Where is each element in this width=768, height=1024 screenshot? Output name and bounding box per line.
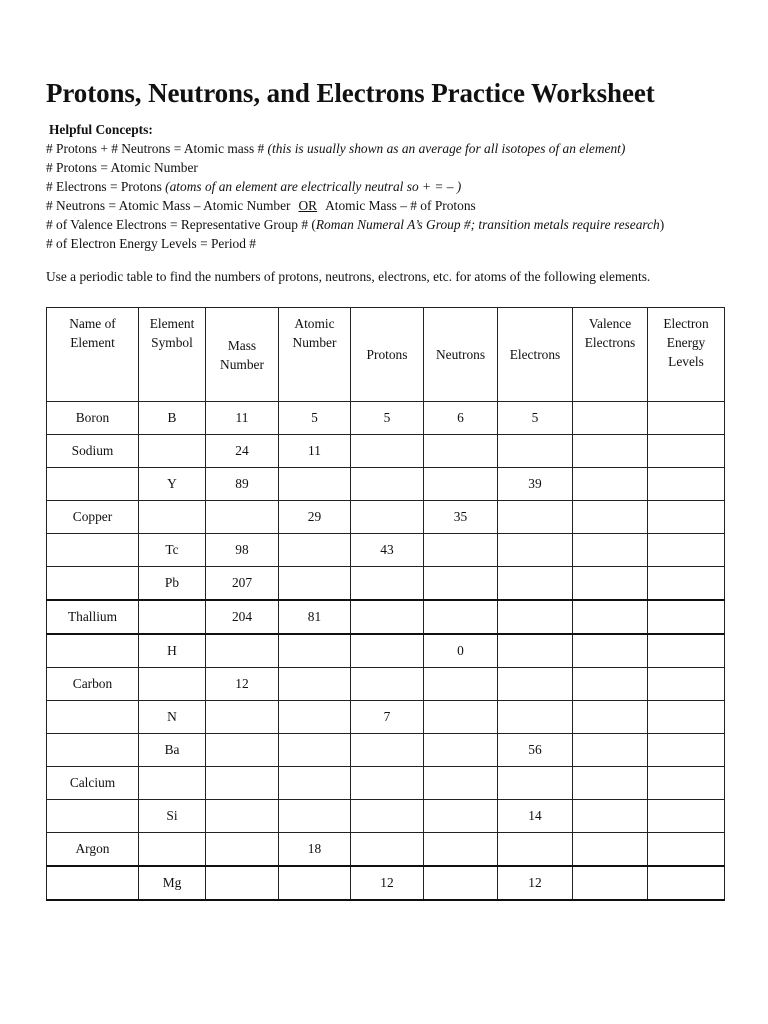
concept-line-1: # Protons + # Neutrons = Atomic mass # (this is usually shown as an average for all isotopes of an element) bbox=[46, 141, 626, 156]
column-header bbox=[424, 308, 498, 402]
column-header-text: Number bbox=[220, 356, 264, 372]
table-cell[interactable]: B bbox=[139, 402, 206, 435]
table-cell[interactable] bbox=[351, 767, 424, 800]
table-cell[interactable]: 204 bbox=[206, 600, 279, 634]
table-cell[interactable]: 56 bbox=[498, 734, 573, 767]
table-cell[interactable] bbox=[279, 800, 351, 833]
table-cell[interactable] bbox=[424, 668, 498, 701]
table-cell[interactable]: 14 bbox=[498, 800, 573, 833]
table-cell[interactable] bbox=[47, 734, 139, 767]
table-cell[interactable] bbox=[498, 600, 573, 634]
table-cell[interactable] bbox=[351, 567, 424, 601]
table-row bbox=[47, 767, 725, 800]
table-cell[interactable] bbox=[139, 600, 206, 634]
table-cell[interactable] bbox=[573, 767, 648, 800]
table-cell[interactable] bbox=[573, 634, 648, 668]
table-cell[interactable] bbox=[648, 701, 725, 734]
table-cell[interactable] bbox=[424, 866, 498, 900]
table-cell[interactable] bbox=[351, 435, 424, 468]
table-row bbox=[47, 833, 725, 867]
table-cell[interactable] bbox=[573, 833, 648, 867]
table-cell[interactable] bbox=[351, 833, 424, 867]
table-cell[interactable] bbox=[573, 600, 648, 634]
table-cell[interactable]: 5 bbox=[279, 402, 351, 435]
table-cell[interactable] bbox=[206, 833, 279, 867]
table-cell[interactable] bbox=[139, 767, 206, 800]
table-cell[interactable] bbox=[47, 534, 139, 567]
table-row bbox=[47, 668, 725, 701]
table-cell[interactable]: 89 bbox=[206, 468, 279, 501]
table-cell[interactable] bbox=[47, 866, 139, 900]
table-cell[interactable] bbox=[648, 800, 725, 833]
table-cell[interactable] bbox=[424, 567, 498, 601]
column-header-text: Element bbox=[149, 316, 195, 331]
table-cell[interactable] bbox=[573, 402, 648, 435]
table-cell[interactable] bbox=[498, 634, 573, 668]
table-cell[interactable] bbox=[648, 634, 725, 668]
table-cell[interactable]: 0 bbox=[424, 634, 498, 668]
table-row bbox=[47, 435, 725, 468]
table-cell[interactable]: Tc bbox=[139, 534, 206, 567]
table-cell[interactable] bbox=[139, 501, 206, 534]
table-cell[interactable] bbox=[498, 767, 573, 800]
table-row bbox=[47, 501, 725, 534]
worksheet-title: Protons, Neutrons, and Electrons Practice Worksheet bbox=[46, 78, 655, 108]
table-cell[interactable]: 7 bbox=[351, 701, 424, 734]
table-cell[interactable] bbox=[648, 866, 725, 900]
table-cell[interactable] bbox=[573, 866, 648, 900]
table-cell[interactable] bbox=[573, 468, 648, 501]
table-row bbox=[47, 734, 725, 767]
table-cell[interactable] bbox=[424, 600, 498, 634]
table-cell[interactable] bbox=[498, 534, 573, 567]
table-cell[interactable] bbox=[139, 435, 206, 468]
table-cell[interactable] bbox=[139, 668, 206, 701]
table-cell[interactable] bbox=[573, 800, 648, 833]
table-cell[interactable]: 98 bbox=[206, 534, 279, 567]
table-cell[interactable] bbox=[279, 534, 351, 567]
column-header-text: Name of bbox=[69, 316, 116, 331]
table-cell[interactable]: 6 bbox=[424, 402, 498, 435]
table-cell[interactable] bbox=[648, 468, 725, 501]
table-cell[interactable] bbox=[648, 600, 725, 634]
table-cell[interactable]: 12 bbox=[206, 668, 279, 701]
table-cell[interactable] bbox=[648, 534, 725, 567]
table-row bbox=[47, 800, 725, 833]
table-cell[interactable] bbox=[498, 567, 573, 601]
concept-line-5: # of Valence Electrons = Representative Group # (Roman Numeral A’s Group #; transition metals require research) bbox=[46, 217, 665, 232]
table-cell[interactable] bbox=[279, 767, 351, 800]
elements-table bbox=[46, 307, 725, 901]
table-cell[interactable] bbox=[573, 668, 648, 701]
table-cell[interactable]: Ba bbox=[139, 734, 206, 767]
table-cell[interactable] bbox=[424, 468, 498, 501]
table-cell[interactable] bbox=[351, 600, 424, 634]
table-cell[interactable]: 12 bbox=[498, 866, 573, 900]
table-cell[interactable] bbox=[498, 435, 573, 468]
column-header-text: Symbol bbox=[151, 335, 193, 350]
table-cell[interactable] bbox=[279, 866, 351, 900]
table-cell[interactable]: 35 bbox=[424, 501, 498, 534]
table-cell[interactable] bbox=[47, 800, 139, 833]
table-cell[interactable] bbox=[648, 567, 725, 601]
table-cell[interactable]: 81 bbox=[279, 600, 351, 634]
concept-line-4: # Neutrons = Atomic Mass – Atomic Number OR Atomic Mass – # of Protons bbox=[46, 198, 476, 213]
column-header-text: Atomic bbox=[294, 316, 335, 331]
column-header-text: Electron bbox=[663, 316, 709, 331]
concept-line-3: # Electrons = Protons (atoms of an element are electrically neutral so + = – ) bbox=[46, 179, 462, 194]
table-cell[interactable] bbox=[648, 833, 725, 867]
table-cell[interactable] bbox=[47, 634, 139, 668]
table-cell[interactable]: 12 bbox=[351, 866, 424, 900]
table-cell[interactable] bbox=[424, 701, 498, 734]
table-cell[interactable]: 207 bbox=[206, 567, 279, 601]
table-cell[interactable]: Pb bbox=[139, 567, 206, 601]
table-cell[interactable] bbox=[279, 668, 351, 701]
table-cell[interactable]: N bbox=[139, 701, 206, 734]
column-header bbox=[648, 308, 725, 402]
table-cell[interactable] bbox=[424, 800, 498, 833]
table-cell[interactable] bbox=[206, 767, 279, 800]
table-cell[interactable] bbox=[351, 634, 424, 668]
column-header-text: Energy bbox=[666, 335, 706, 350]
table-cell[interactable] bbox=[139, 833, 206, 867]
column-header bbox=[206, 308, 279, 402]
table-cell[interactable]: Mg bbox=[139, 866, 206, 900]
table-cell[interactable]: Si bbox=[139, 800, 206, 833]
table-cell[interactable]: Calcium bbox=[47, 767, 139, 800]
table-cell[interactable] bbox=[424, 767, 498, 800]
table-cell[interactable] bbox=[206, 800, 279, 833]
column-header bbox=[279, 308, 351, 402]
table-cell[interactable] bbox=[47, 468, 139, 501]
table-cell[interactable] bbox=[279, 634, 351, 668]
table-cell[interactable] bbox=[498, 701, 573, 734]
table-cell[interactable]: Argon bbox=[47, 833, 139, 867]
table-cell[interactable] bbox=[648, 668, 725, 701]
column-header-text: Electrons bbox=[509, 347, 561, 362]
table-cell[interactable] bbox=[351, 668, 424, 701]
table-row bbox=[47, 534, 725, 567]
table-cell[interactable] bbox=[573, 567, 648, 601]
table-cell[interactable]: H bbox=[139, 634, 206, 668]
table-cell[interactable] bbox=[47, 567, 139, 601]
table-cell[interactable] bbox=[424, 534, 498, 567]
table-row bbox=[47, 567, 725, 601]
table-cell[interactable] bbox=[648, 435, 725, 468]
concept-line-6: # of Electron Energy Levels = Period # bbox=[46, 236, 256, 251]
column-header bbox=[573, 308, 648, 402]
table-cell[interactable]: Y bbox=[139, 468, 206, 501]
table-cell[interactable] bbox=[351, 734, 424, 767]
table-cell[interactable] bbox=[279, 734, 351, 767]
table-cell[interactable] bbox=[424, 833, 498, 867]
concept-line-2: # Protons = Atomic Number bbox=[46, 160, 198, 175]
column-header bbox=[47, 308, 139, 402]
table-cell[interactable] bbox=[573, 501, 648, 534]
table-cell[interactable] bbox=[47, 701, 139, 734]
table-cell[interactable] bbox=[279, 567, 351, 601]
column-header-text: Protons bbox=[366, 347, 408, 362]
table-cell[interactable]: 24 bbox=[206, 435, 279, 468]
table-cell[interactable]: 18 bbox=[279, 833, 351, 867]
column-header-text: Element bbox=[70, 335, 115, 350]
table-cell[interactable] bbox=[206, 701, 279, 734]
table-cell[interactable]: Boron bbox=[47, 402, 139, 435]
column-header-text: Electrons bbox=[584, 335, 636, 350]
table-cell[interactable] bbox=[498, 501, 573, 534]
column-header bbox=[139, 308, 206, 402]
table-cell[interactable] bbox=[351, 800, 424, 833]
table-cell[interactable]: 5 bbox=[498, 402, 573, 435]
table-row bbox=[47, 402, 725, 435]
column-header-text: Neutrons bbox=[435, 347, 486, 362]
table-cell[interactable] bbox=[351, 501, 424, 534]
column-header-text: Number bbox=[292, 335, 337, 350]
table-cell[interactable]: Carbon bbox=[47, 668, 139, 701]
column-header bbox=[351, 308, 424, 402]
table-cell[interactable]: Sodium bbox=[47, 435, 139, 468]
table-cell[interactable]: 29 bbox=[279, 501, 351, 534]
table-header-row bbox=[47, 308, 725, 402]
table-cell[interactable] bbox=[351, 468, 424, 501]
table-row bbox=[47, 600, 725, 634]
column-header bbox=[498, 308, 573, 402]
table-row bbox=[47, 634, 725, 668]
instructions: Use a periodic table to find the numbers of protons, neutrons, electrons, etc. for atoms of the following elements. bbox=[46, 269, 651, 284]
table-cell[interactable] bbox=[424, 435, 498, 468]
table-cell[interactable]: Copper bbox=[47, 501, 139, 534]
table-cell[interactable] bbox=[573, 435, 648, 468]
helpful-concepts bbox=[46, 120, 664, 253]
table-cell[interactable] bbox=[498, 668, 573, 701]
concepts-heading: Helpful Concepts: bbox=[49, 122, 153, 137]
table-cell[interactable]: Thallium bbox=[47, 600, 139, 634]
table-cell[interactable] bbox=[206, 866, 279, 900]
table-cell[interactable] bbox=[279, 468, 351, 501]
table-cell[interactable] bbox=[648, 767, 725, 800]
table-cell[interactable]: 11 bbox=[279, 435, 351, 468]
column-header-text: Mass bbox=[227, 337, 257, 353]
table-row bbox=[47, 701, 725, 734]
table-cell[interactable]: 39 bbox=[498, 468, 573, 501]
table-cell[interactable] bbox=[573, 734, 648, 767]
table-cell[interactable] bbox=[648, 734, 725, 767]
table-cell[interactable] bbox=[279, 701, 351, 734]
column-header-text: Levels bbox=[668, 354, 704, 369]
table-cell[interactable]: 11 bbox=[206, 402, 279, 435]
table-cell[interactable]: 5 bbox=[351, 402, 424, 435]
or-underlined: OR bbox=[298, 198, 318, 213]
table-cell[interactable] bbox=[648, 501, 725, 534]
table-row bbox=[47, 468, 725, 501]
table-cell[interactable] bbox=[206, 501, 279, 534]
table-cell[interactable] bbox=[424, 734, 498, 767]
table-cell[interactable] bbox=[573, 534, 648, 567]
table-cell[interactable] bbox=[573, 701, 648, 734]
table-cell[interactable] bbox=[206, 634, 279, 668]
table-row bbox=[47, 866, 725, 900]
table-cell[interactable] bbox=[498, 833, 573, 867]
table-cell[interactable] bbox=[206, 734, 279, 767]
table-cell[interactable]: 43 bbox=[351, 534, 424, 567]
table-cell[interactable] bbox=[648, 402, 725, 435]
column-header-text: Valence bbox=[588, 316, 632, 331]
